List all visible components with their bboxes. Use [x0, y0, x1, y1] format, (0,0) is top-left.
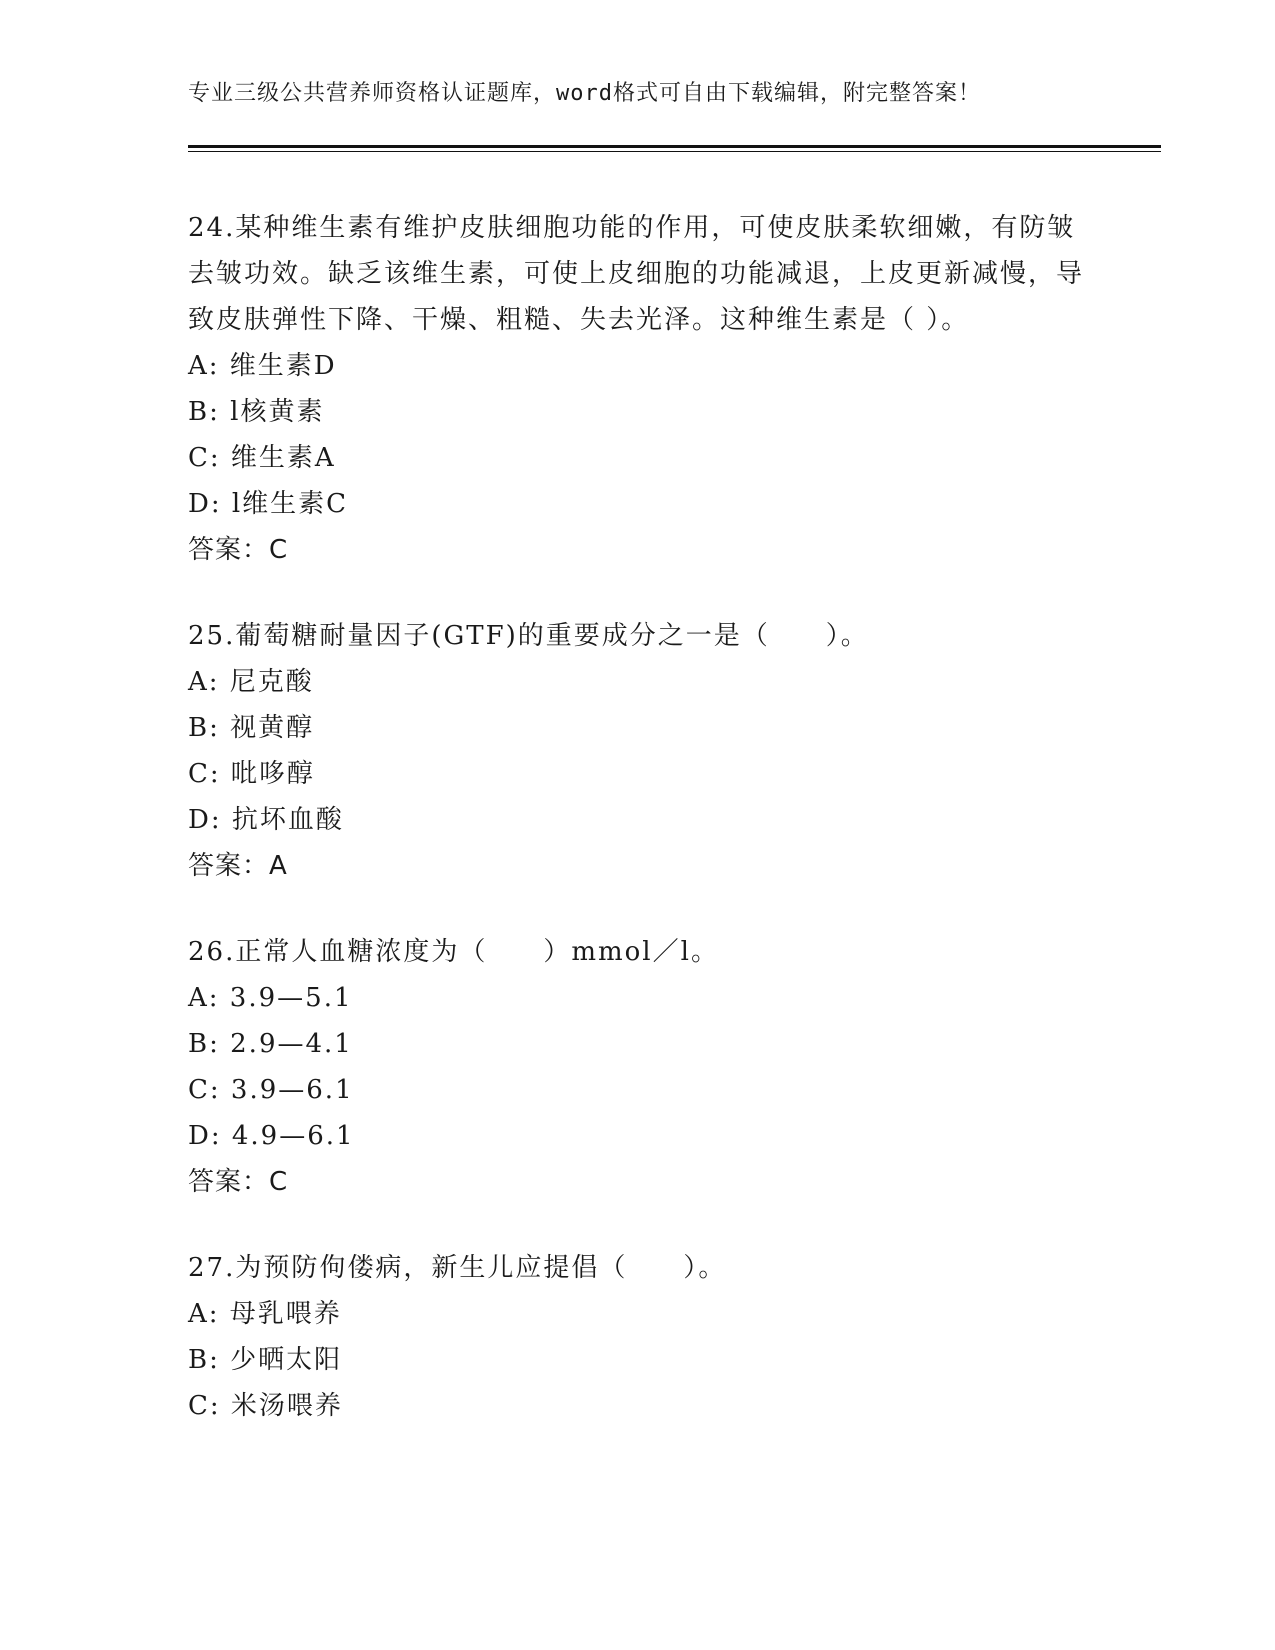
option-c: C: 吡哆醇: [188, 759, 315, 789]
option-b: B: 2.9—4.1: [188, 1029, 353, 1059]
question-list: [188, 205, 1088, 1469]
question-27: [188, 1245, 1088, 1429]
option-a: A: 母乳喂养: [188, 1299, 342, 1329]
option-b: B: 少晒太阳: [188, 1345, 343, 1375]
question-26: [188, 929, 1088, 1205]
question-stem: 26.正常人血糖浓度为（ ）mmol／l。: [188, 937, 719, 967]
option-a: A: 维生素D: [188, 351, 337, 381]
header-rule-thick: [188, 145, 1161, 148]
question-24: [188, 205, 1088, 573]
option-a: A: 尼克酸: [188, 667, 314, 697]
question-stem: 25.葡萄糖耐量因子(GTF)的重要成分之一是（ ）。: [188, 621, 869, 651]
option-a: A: 3.9—5.1: [188, 983, 353, 1013]
option-c: C: 3.9—6.1: [188, 1075, 354, 1105]
option-d: D: 抗坏血酸: [188, 805, 344, 835]
answer: 答案：C: [188, 535, 289, 565]
option-b: B: l核黄素: [188, 397, 325, 427]
header-rule-thin: [188, 151, 1161, 152]
option-c: C: 米汤喂养: [188, 1391, 343, 1421]
option-d: D: 4.9—6.1: [188, 1121, 355, 1151]
option-c: C: 维生素A: [188, 443, 336, 473]
question-25: [188, 613, 1088, 889]
answer: 答案：A: [188, 851, 288, 881]
option-b: B: 视黄醇: [188, 713, 315, 743]
question-stem: 27.为预防佝偻病，新生儿应提倡（ ）。: [188, 1253, 727, 1283]
question-stem: 24.某种维生素有维护皮肤细胞功能的作用，可使皮肤柔软细嫩，有防皱去皱功效。缺乏该维生素，可使上皮细胞的功能减退，上皮更新减慢，导致皮肤弹性下降、干燥、粗糙、失去光泽。这种维生素是（ ）。: [188, 213, 1085, 335]
answer: 答案：C: [188, 1167, 289, 1197]
page-header: 专业三级公共营养师资格认证题库，word格式可自由下载编辑，附完整答案！: [188, 81, 981, 106]
option-d: D: l维生素C: [188, 489, 349, 519]
